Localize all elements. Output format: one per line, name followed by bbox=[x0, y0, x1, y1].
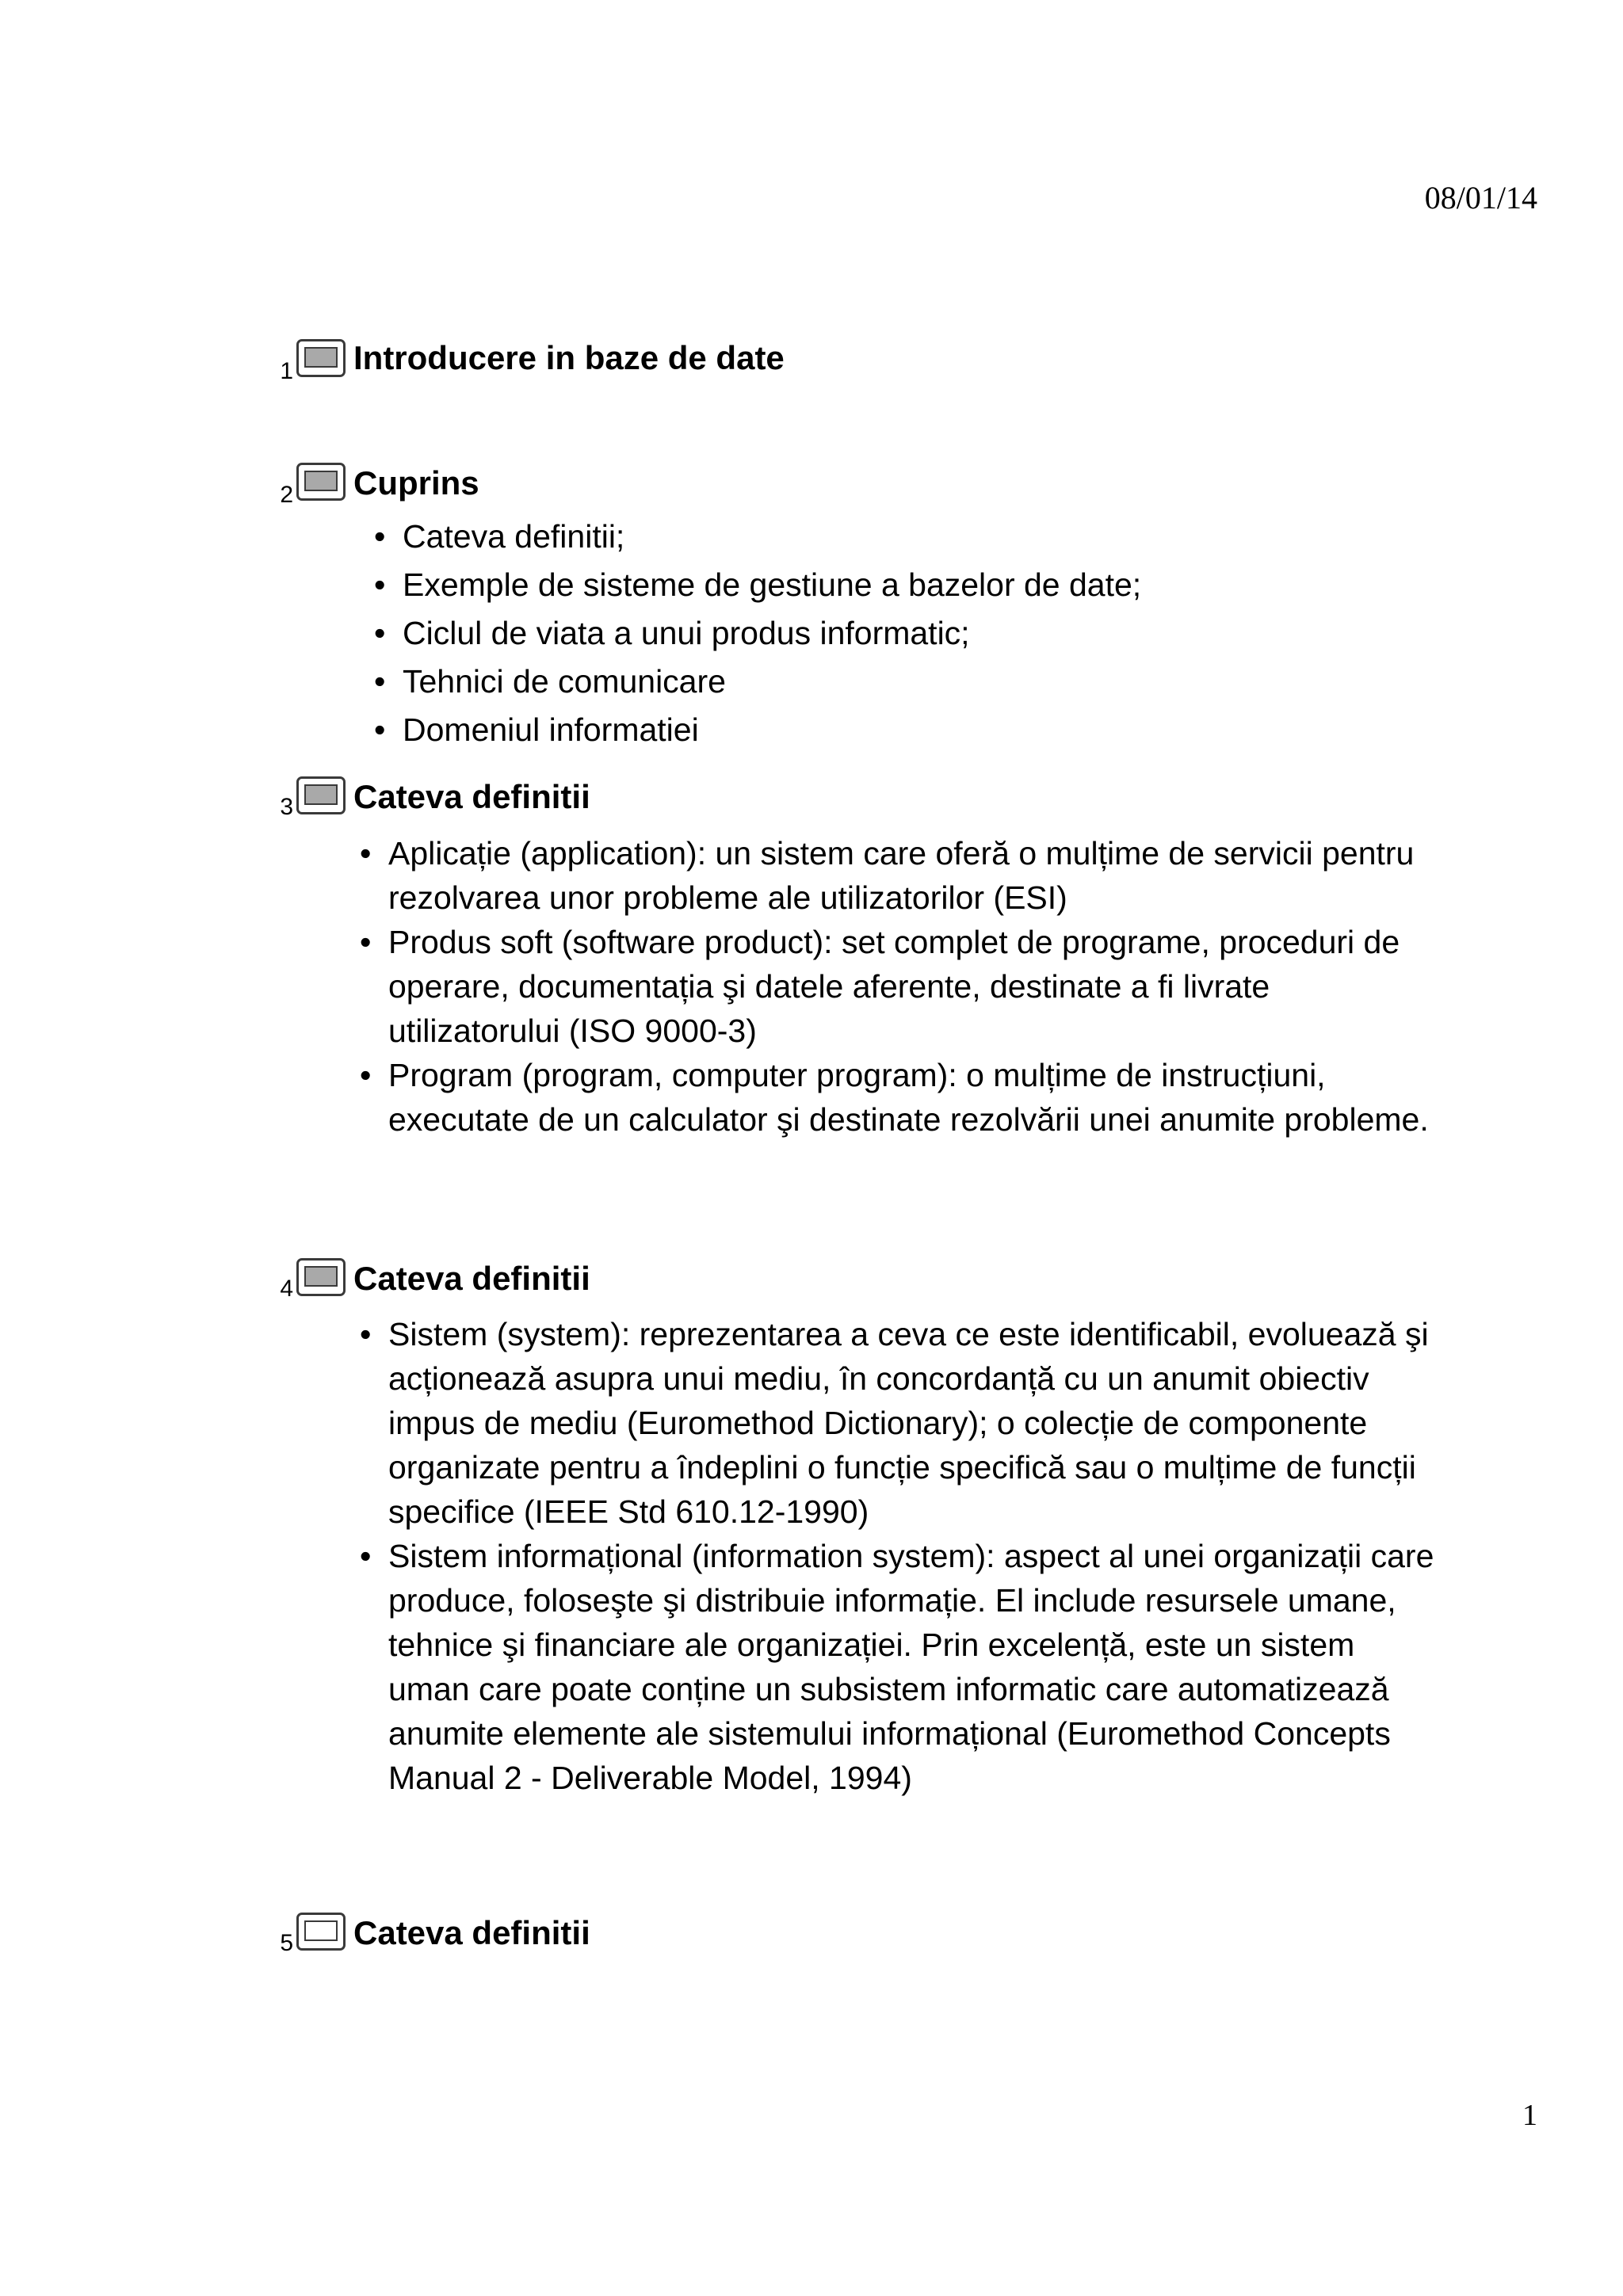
slide-title: Cuprins bbox=[353, 464, 479, 502]
slide-number: 2 bbox=[280, 482, 293, 508]
list-item: • Program (program, computer program): o mulțime de instrucțiuni, executate de un calculator şi destinate rezolvării unei anumite probleme. bbox=[360, 1053, 1438, 1142]
header-date: 08/01/14 bbox=[1424, 180, 1537, 215]
slide-thumbnail-icon bbox=[296, 463, 346, 501]
list-item: • Domeniul informatiei bbox=[374, 706, 1452, 754]
slide-number: 4 bbox=[280, 1276, 293, 1302]
slide-title: Introducere in baze de date bbox=[353, 339, 785, 376]
list-item: • Ciclul de viata a unui produs informatic; bbox=[374, 609, 1452, 658]
slide-thumbnail-icon bbox=[296, 339, 346, 377]
slide-number: 3 bbox=[280, 794, 293, 820]
slide-thumbnail-empty-icon bbox=[296, 1913, 346, 1951]
list-item: • Sistem (system): reprezentarea a ceva ce este identificabil, evoluează şi acționează asupra unui mediu, în concordanță cu un anumit obiectiv impus de mediu (Euromethod Dictionary); o colecție de componente organizate pentru a îndeplini o funcție specifică sau o mulțime de funcții specifice (IEEE Std 610.12-1990) bbox=[360, 1312, 1438, 1534]
slide-4-bullet-list bbox=[360, 1312, 1438, 1800]
list-item: • Cateva definitii; bbox=[374, 513, 1452, 561]
list-item: • Aplicație (application): un sistem care oferă o mulțime de servicii pentru rezolvarea unor probleme ale utilizatorilor (ESI) bbox=[360, 831, 1438, 920]
list-item: • Produs soft (software product): set complet de programe, proceduri de operare, documentația şi datele aferente, destinate a fi livrate utilizatorului (ISO 9000-3) bbox=[360, 920, 1438, 1053]
slide-thumbnail-icon bbox=[296, 1258, 346, 1296]
slide-number: 1 bbox=[280, 358, 293, 384]
list-item: • Exemple de sisteme de gestiune a bazelor de date; bbox=[374, 561, 1452, 609]
slide-3-bullet-list bbox=[360, 831, 1438, 1142]
slide-thumbnail-icon bbox=[296, 776, 346, 814]
slide-number: 5 bbox=[280, 1930, 293, 1956]
page-number: 1 bbox=[1522, 2099, 1537, 2132]
slide-title: Cateva definitii bbox=[353, 778, 590, 815]
list-item: • Tehnici de comunicare bbox=[374, 658, 1452, 706]
slide-title: Cateva definitii bbox=[353, 1260, 590, 1297]
list-item: • Sistem informațional (information system): aspect al unei organizații care produce, foloseşte şi distribuie informație. El include resursele umane, tehnice şi financiare ale organizației. Prin excelență, este un sistem uman care poate conține un subsistem informatic care automatizează anumite elemente ale sistemului informațional (Euromethod Concepts Manual 2 - Deliverable Model, 1994) bbox=[360, 1534, 1438, 1800]
slide-2-bullet-list bbox=[374, 513, 1452, 754]
slide-title: Cateva definitii bbox=[353, 1914, 590, 1951]
